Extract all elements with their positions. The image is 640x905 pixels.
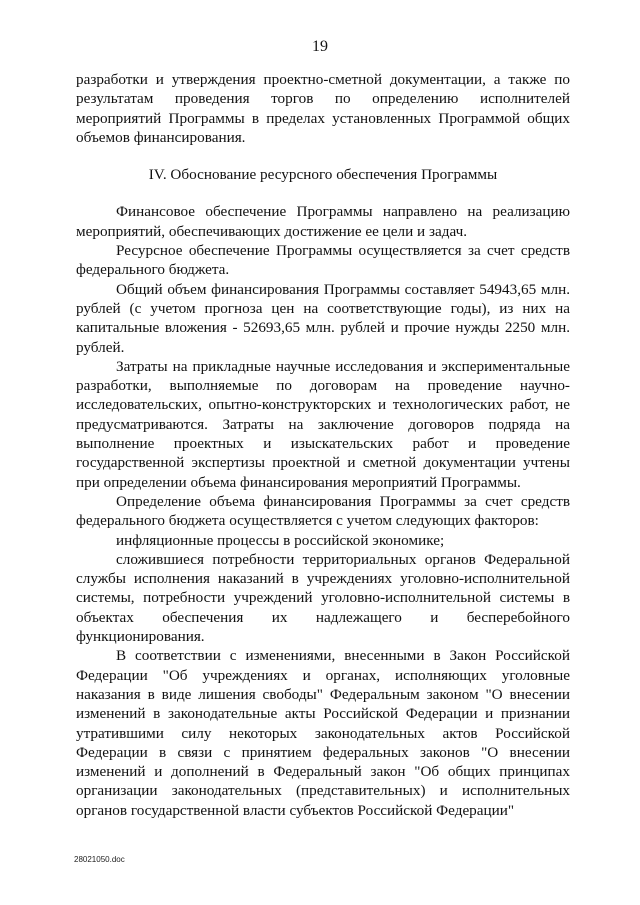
section-heading: IV. Обоснование ресурсного обеспечения Программы: [148, 166, 498, 184]
paragraph: Затраты на прикладные научные исследования и экспериментальные разработки, выполняемые по договорам на проведение научно-исследовательских, опытно-конструкторских и технологических работ, не предусматриваются. Затраты на заключение договоров подряда на выполнение проектных и изыскательских работ и проведение государственной экспертизы проектной и сметной документации учтены при определении объема финансирования мероприятий Программы.: [76, 357, 570, 491]
paragraph: Определение объема финансирования Программы за счет средств федерального бюджета осуществляется с учетом следующих факторов:: [76, 492, 570, 530]
document-body: [76, 70, 570, 820]
footer-filename: 28021050.doc: [74, 855, 125, 864]
list-item: инфляционные процессы в российской экономике;: [116, 531, 445, 549]
list-item: сложившиеся потребности территориальных органов Федеральной службы исполнения наказаний в учреждениях уголовно-исполнительной системы, потребности учреждений уголовно-исполнительной системы в объектах обеспечения их надлежащего и бесперебойного функционирования.: [76, 550, 570, 646]
page-number: 19: [312, 38, 328, 55]
paragraph: Общий объем финансирования Программы составляет 54943,65 млн. рублей (с учетом прогноза цен на соответствующие годы), из них на капитальные вложения - 52693,65 млн. рублей и прочие нужды 2250 млн. рублей.: [76, 280, 570, 356]
paragraph: Ресурсное обеспечение Программы осуществляется за счет средств федерального бюджета.: [76, 242, 570, 279]
paragraph-continuation: разработки и утверждения проектно-сметной документации, а также по результатам проведения торгов по определению исполнителей мероприятий Программы в пределах установленных Программой общих объемов финансирования.: [76, 71, 570, 146]
paragraph: В соответствии с изменениями, внесенными в Закон Российской Федерации "Об учреждениях и органах, исполняющих уголовные наказания в виде лишения свободы" Федеральным законом "О внесении изменений в законодательные акты Российской Федерации и признании утратившими силу некоторых законодательных актов Российской Федерации в связи с принятием федеральных законов "О внесении изменений и дополнений в Федеральный закон "Об общих принципах организации законодательных (представительных) и исполнительных органов государственной власти субъектов Российской Федерации": [76, 647, 570, 819]
paragraph: Финансовое обеспечение Программы направлено на реализацию мероприятий, обеспечивающих достижение ее цели и задач.: [76, 203, 570, 240]
